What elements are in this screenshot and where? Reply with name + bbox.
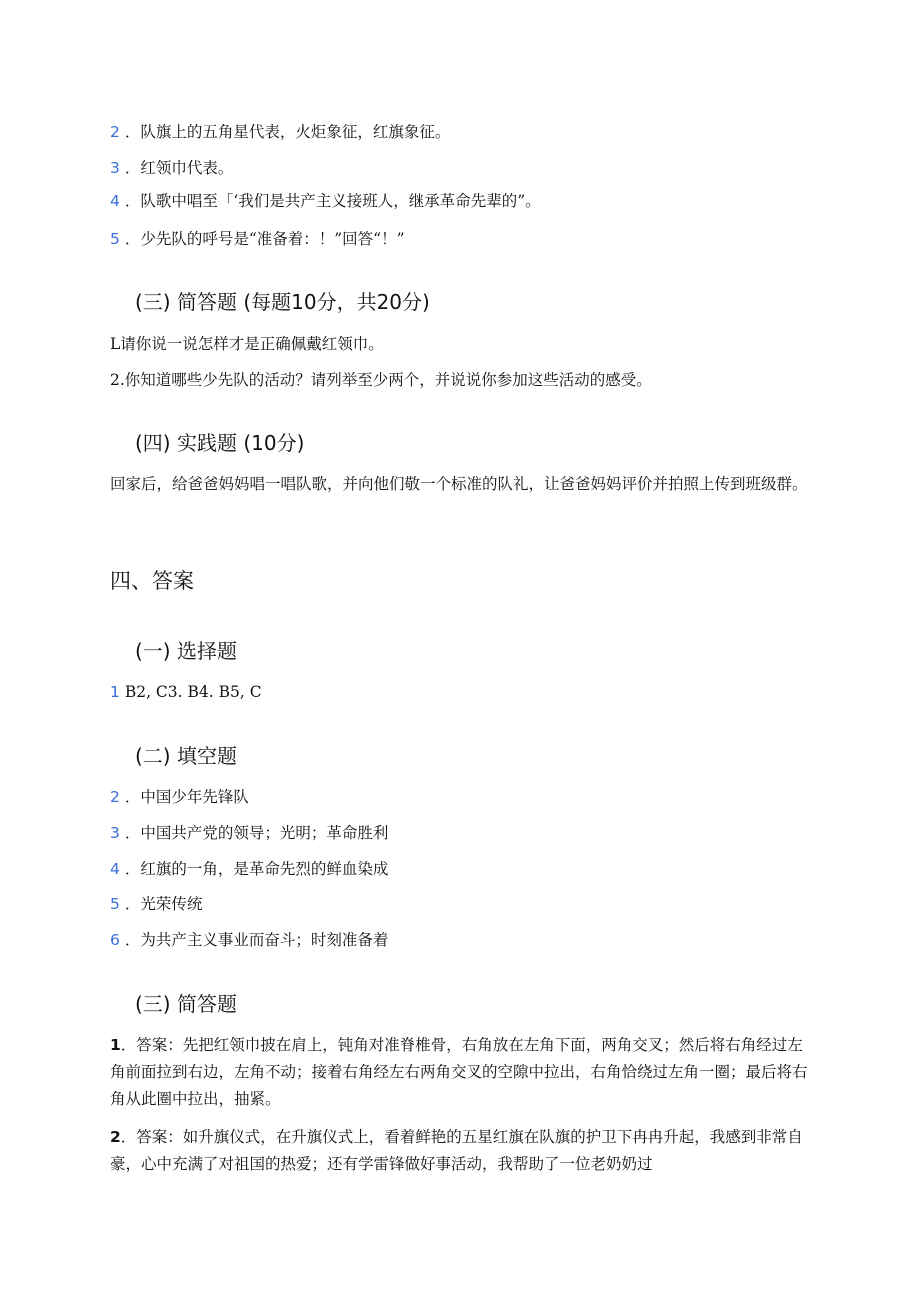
- answer-text: ．答案：先把红领巾披在肩上，钝角对准脊椎骨，右角放在左角下面，两角交叉；然后将右角经过左角前面拉到右边，左角不动；接着右角经左右两角交叉的空隙中拉出，右角恰绕过左角一圈；最后将右角从此圈中拉出，抽紧。: [110, 1036, 808, 1108]
- fill-answer-item: [110, 822, 388, 844]
- practice-text: 回家后，给爸爸妈妈唱一唱队歌，并向他们敬一个标准的队礼，让爸爸妈妈评价并拍照上传到班级群。: [110, 475, 808, 493]
- answer-number: 1: [110, 683, 120, 701]
- answer-text: B2, C3. B4. B5, C: [124, 683, 262, 701]
- short-answer-2: [110, 1124, 810, 1178]
- short-question-2: 2.你知道哪些少先队的活动？请列举至少两个，并说说你参加这些活动的感受。: [110, 371, 652, 389]
- answer-number: 1: [110, 1036, 121, 1054]
- answer-text: ．红旗的一角，是革命先烈的鲜血染成: [124, 860, 389, 878]
- question-text: ．少先队的呼号是“准备着：！”回答“！”: [124, 230, 405, 248]
- section-heading: (四) 实践题 (10分): [135, 431, 305, 455]
- question-item: [110, 190, 541, 212]
- answer-text: ．为共产主义事业而奋斗；时刻准备着: [124, 931, 389, 949]
- question-number: 5: [110, 230, 120, 248]
- question-number: 3: [110, 159, 120, 177]
- section-heading: (三) 简答题 (每题10分，共20分): [135, 290, 430, 314]
- question-number: 4: [110, 192, 120, 210]
- answers-title: 四、答案: [110, 569, 194, 593]
- question-item: [110, 228, 405, 250]
- question-item: [110, 121, 450, 143]
- answer-text: ．中国少年先锋队: [124, 788, 249, 806]
- section-heading: (三) 简答题: [135, 992, 237, 1016]
- section-heading: (二) 填空题: [135, 744, 237, 768]
- question-text: ．队旗上的五角星代表，火炬象征，红旗象征。: [124, 123, 451, 141]
- question-text: ．队歌中唱至「‘我们是共产主义接班人，继承革命先辈的”。: [124, 192, 541, 210]
- fill-answer-item: [110, 786, 249, 808]
- answer-number: 3: [110, 824, 120, 842]
- short-question-1: L请你说一说怎样才是正确佩戴红领巾。: [110, 335, 384, 353]
- short-answer-1: [110, 1032, 810, 1113]
- answer-text: ．光荣传统: [124, 895, 203, 913]
- answer-number: 2: [110, 1128, 121, 1146]
- fill-answer-item: [110, 858, 388, 880]
- choice-answers: [110, 681, 262, 703]
- question-number: 2: [110, 123, 120, 141]
- answer-number: 4: [110, 860, 120, 878]
- fill-answer-item: [110, 893, 202, 915]
- question-text: ．红领巾代表。: [124, 159, 234, 177]
- section-heading: (一) 选择题: [135, 639, 237, 663]
- answer-number: 6: [110, 931, 120, 949]
- question-item: [110, 157, 233, 179]
- answer-number: 2: [110, 788, 120, 806]
- answer-number: 5: [110, 895, 120, 913]
- fill-answer-item: [110, 929, 388, 951]
- answer-text: ．中国共产党的领导；光明；革命胜利: [124, 824, 389, 842]
- answer-text: ．答案：如升旗仪式，在升旗仪式上，看着鲜艳的五星红旗在队旗的护卫下冉冉升起，我感到非常自豪，心中充满了对祖国的热爱；还有学雷锋做好事活动，我帮助了一位老奶奶过: [110, 1128, 803, 1173]
